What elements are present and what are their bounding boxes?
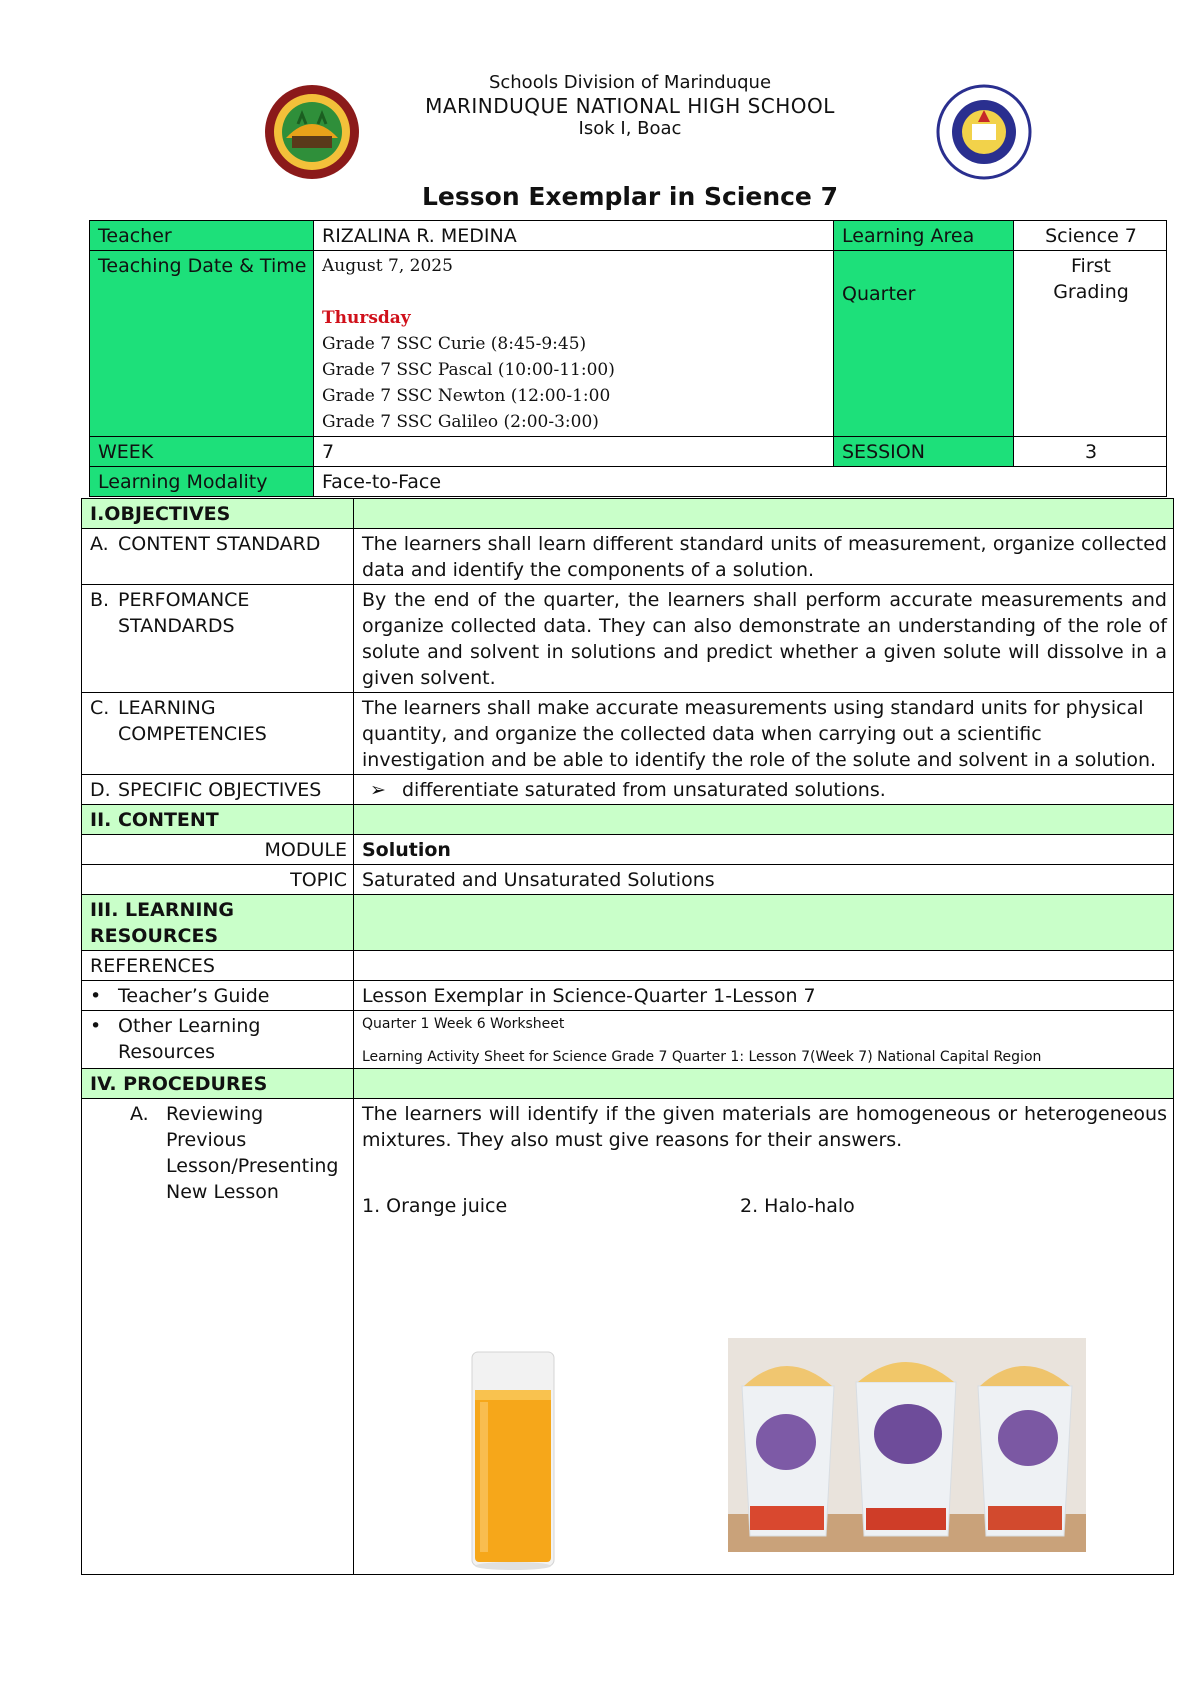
- week-label: WEEK: [90, 437, 314, 467]
- content-standard-text: The learners shall learn different standard units of measurement, organize collected data and identify the components of a solution.: [354, 529, 1174, 585]
- schedule-item: Grade 7 SSC Newton (12:00-1:00: [322, 386, 611, 406]
- other-resource: Learning Activity Sheet for Science Grade 7 Quarter 1: Lesson 7(Week 7) National Capital Region: [362, 1049, 1042, 1065]
- objectives-heading-filler: [354, 499, 1174, 529]
- row-letter: A.: [90, 533, 109, 555]
- session-value: 3: [1014, 437, 1167, 467]
- lesson-info-table: [89, 220, 1167, 497]
- halo-halo-image: [728, 1338, 1086, 1552]
- topic-value: Saturated and Unsaturated Solutions: [354, 865, 1174, 895]
- row-label-text: PERFOMANCE STANDARDS: [118, 589, 250, 637]
- document-header: [0, 0, 1200, 211]
- session-label: SESSION: [834, 437, 1014, 467]
- procedures-heading: IV. PROCEDURES: [82, 1069, 354, 1099]
- content-heading-filler: [354, 805, 1174, 835]
- content-heading: II. CONTENT: [82, 805, 354, 835]
- school-name: MARINDUQUE NATIONAL HIGH SCHOOL: [425, 94, 835, 118]
- row-label-text: Teacher’s Guide: [118, 985, 270, 1007]
- other-resource: Quarter 1 Week 6 Worksheet: [362, 1016, 565, 1032]
- row-letter: C.: [90, 697, 110, 719]
- row-label-text: SPECIFIC OBJECTIVES: [118, 779, 322, 801]
- specific-objectives-cell: [354, 775, 1174, 805]
- orange-juice-image: [468, 1350, 558, 1572]
- row-label-text: CONTENT STANDARD: [118, 533, 321, 555]
- bullet: •: [90, 985, 102, 1007]
- teaching-date: August 7, 2025: [322, 256, 453, 276]
- example-item-1: 1. Orange juice: [362, 1195, 508, 1217]
- procedures-heading-filler: [354, 1069, 1174, 1099]
- school-address: Isok I, Boac: [578, 118, 682, 139]
- row-letter: A.: [130, 1103, 149, 1125]
- module-value: Solution: [354, 835, 1174, 865]
- modality-label: Learning Modality: [90, 467, 314, 497]
- resources-heading: III. LEARNING RESOURCES: [82, 895, 354, 951]
- quarter-label: Quarter: [834, 251, 1014, 437]
- specific-objective: differentiate saturated from unsaturated solutions.: [402, 779, 886, 801]
- week-value: 7: [314, 437, 834, 467]
- division-name: Schools Division of Marinduque: [488, 72, 772, 93]
- specific-objectives-label: [82, 775, 354, 805]
- other-resources-cell: [354, 1011, 1174, 1069]
- row-letter: B.: [90, 589, 110, 611]
- example-item-2: 2. Halo-halo: [740, 1195, 855, 1217]
- module-label: MODULE: [82, 835, 354, 865]
- learning-area-label: Learning Area: [834, 221, 1014, 251]
- bullet: •: [90, 1015, 102, 1037]
- competencies-text: The learners shall make accurate measurements using standard units for physical quantity, and organize the collected data when carrying out a scientific investigation and be able to identify the role of the solute and solvent in a solution.: [354, 693, 1174, 775]
- row-letter: D.: [90, 779, 111, 801]
- resources-heading-filler: [354, 895, 1174, 951]
- teacher-label: Teacher: [90, 221, 314, 251]
- row-label-text: LEARNING COMPETENCIES: [118, 697, 267, 745]
- arrow-bullet-icon: ➢: [370, 779, 386, 801]
- other-resources-label: [82, 1011, 354, 1069]
- performance-standards-text: By the end of the quarter, the learners shall perform accurate measurements and organize collected data. They can also demonstrate an understanding of the role of solute and solvent in solutions and predict whether a given solute will dissolve in a given solvent.: [354, 585, 1174, 693]
- quarter-value: [1014, 251, 1167, 437]
- teachers-guide-label: [82, 981, 354, 1011]
- teaching-date-label: Teaching Date & Time: [90, 251, 314, 437]
- teacher-value: RIZALINA R. MEDINA: [314, 221, 834, 251]
- procedure-a-text: The learners will identify if the given materials are homogeneous or heterogeneous mixtures. They also must give reasons for their answers.: [362, 1103, 1167, 1151]
- quarter-value-line: First: [1071, 255, 1111, 277]
- modality-value: Face-to-Face: [314, 467, 1167, 497]
- deped-seal-logo: [930, 84, 1038, 180]
- content-standard-label: [82, 529, 354, 585]
- schedule-item: Grade 7 SSC Pascal (10:00-11:00): [322, 360, 615, 380]
- row-label-text: Other Learning Resources: [118, 1015, 261, 1063]
- performance-standards-label: [82, 585, 354, 693]
- procedure-a-label: [82, 1099, 354, 1575]
- topic-label: TOPIC: [82, 865, 354, 895]
- objectives-heading: I.OBJECTIVES: [82, 499, 354, 529]
- schedule-item: Grade 7 SSC Curie (8:45-9:45): [322, 334, 587, 354]
- teaching-day: Thursday: [322, 308, 411, 328]
- references-filler: [354, 951, 1174, 981]
- teaching-date-cell: [314, 251, 834, 437]
- learning-area-value: Science 7: [1014, 221, 1167, 251]
- references-label: REFERENCES: [82, 951, 354, 981]
- quarter-value-line: Grading: [1053, 281, 1129, 303]
- teachers-guide-value: Lesson Exemplar in Science-Quarter 1-Lesson 7: [354, 981, 1174, 1011]
- competencies-label: [82, 693, 354, 775]
- page-title: Lesson Exemplar in Science 7: [422, 182, 838, 211]
- row-label-text: Reviewing Previous Lesson/Presenting New Lesson: [166, 1103, 339, 1203]
- schedule-item: Grade 7 SSC Galileo (2:00-3:00): [322, 412, 599, 432]
